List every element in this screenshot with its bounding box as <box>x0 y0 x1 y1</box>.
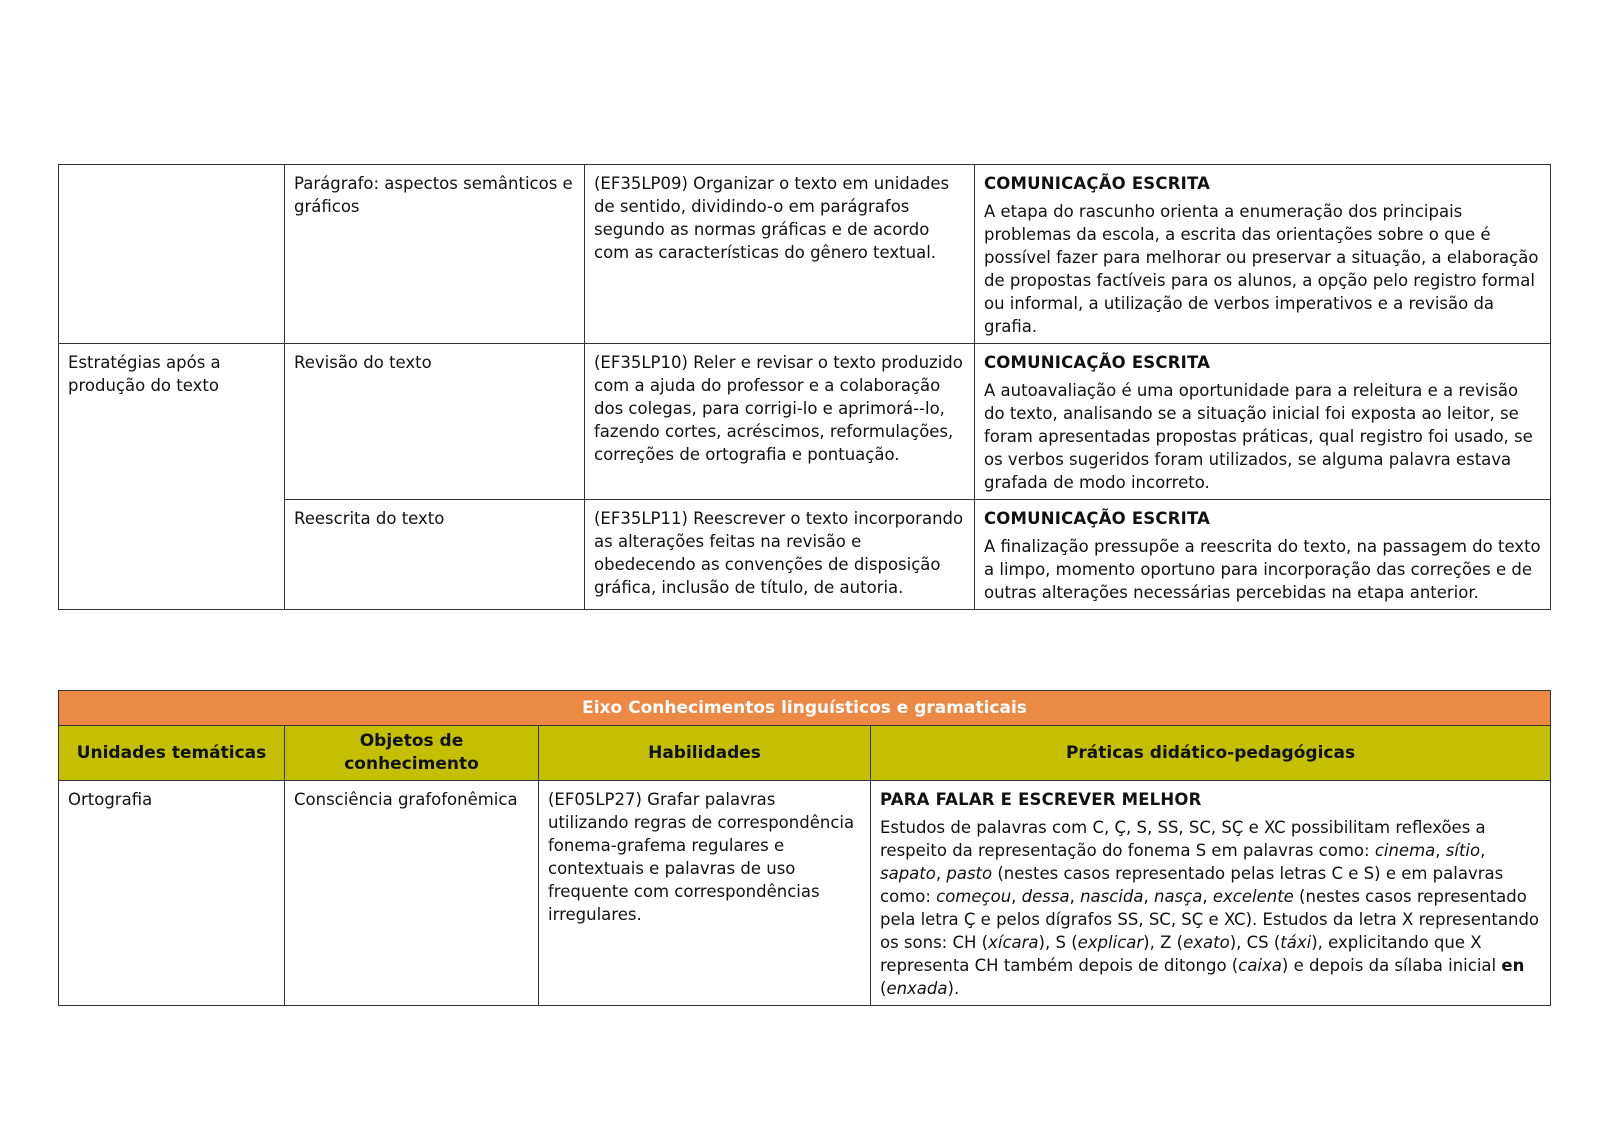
header-row <box>59 726 1551 781</box>
pratica-cell <box>975 165 1551 344</box>
table-row <box>59 165 1551 344</box>
header-unidades: Unidades temáticas <box>59 726 285 781</box>
pratica-title: COMUNICAÇÃO ESCRITA <box>984 174 1211 193</box>
table-row <box>59 344 1551 500</box>
header-praticas: Práticas didático-pedagógicas <box>871 726 1551 781</box>
axis-title: Eixo Conhecimentos linguísticos e gramaticais <box>59 691 1551 726</box>
habilidade-cell: (EF05LP27) Grafar palavras utilizando regras de correspondência fonema-grafema regulares e contextuais e palavras de uso frequente com correspondências irregulares. <box>539 781 871 1006</box>
pratica-cell <box>871 781 1551 1006</box>
pratica-title: PARA FALAR E ESCREVER MELHOR <box>880 790 1202 809</box>
header-habilidades: Habilidades <box>539 726 871 781</box>
pratica-text: A finalização pressupõe a reescrita do texto, na passagem do texto a limpo, momento oportuno para incorporação das correções e de outras alterações necessárias percebidas na etapa anterior. <box>984 537 1541 602</box>
unidade-cell: Estratégias após a produção do texto <box>59 344 285 610</box>
objeto-cell: Revisão do texto <box>285 344 585 500</box>
pratica-text: A autoavaliação é uma oportunidade para a releitura e a revisão do texto, analisando se a situação inicial foi exposta ao leitor, se foram apresentadas propostas práticas, qual registro foi usado, se os verbos sugeridos foram utilizados, se alguma palavra estava grafada de modo incorreto. <box>984 381 1533 492</box>
objeto-cell: Consciência grafofonêmica <box>285 781 539 1006</box>
pratica-cell <box>975 500 1551 610</box>
pratica-text: A etapa do rascunho orienta a enumeração dos principais problemas da escola, a escrita das orientações sobre o que é possível fazer para melhorar ou preservar a situação, a elaboração de propostas factíveis para os alunos, a opção pelo registro formal ou informal, a utilização de verbos imperativos e a revisão da grafia. <box>984 202 1539 336</box>
pratica-title: COMUNICAÇÃO ESCRITA <box>984 353 1211 372</box>
pratica-text: Estudos de palavras com C, Ç, S, SS, SC, SÇ e XC possibilitam reflexões a respeito da representação do fonema S em palavras como: cinema, sítio, sapato, pasto (nestes casos representado pelas letras C e S) e em palavras como: começou, dessa, nascida, nasça, excelente (nestes casos representado pela letra Ç e pelos dígrafos SS, SC, SÇ e XC). Estudos da letra X representando os sons: CH (xícara), S (explicar), Z (exato), CS (táxi), explicitando que X representa CH também depois de ditongo (caixa) e depois da sílaba inicial en (enxada). <box>880 818 1540 998</box>
pratica-title: COMUNICAÇÃO ESCRITA <box>984 509 1211 528</box>
unidade-cell: Ortografia <box>59 781 285 1006</box>
eixo-conhecimentos-table <box>58 690 1551 1006</box>
header-objetos: Objetos de conhecimento <box>285 726 539 781</box>
habilidade-cell: (EF35LP09) Organizar o texto em unidades de sentido, dividindo-o em parágrafos segundo as normas gráficas e de acordo com as características do gênero textual. <box>585 165 975 344</box>
bncc-table-continuation <box>58 164 1551 610</box>
objeto-cell: Reescrita do texto <box>285 500 585 610</box>
objeto-cell: Parágrafo: aspectos semânticos e gráficos <box>285 165 585 344</box>
habilidade-cell: (EF35LP11) Reescrever o texto incorporando as alterações feitas na revisão e obedecendo as convenções de disposição gráfica, inclusão de título, de autoria. <box>585 500 975 610</box>
table-row <box>59 781 1551 1006</box>
unidade-cell <box>59 165 285 344</box>
habilidade-cell: (EF35LP10) Reler e revisar o texto produzido com a ajuda do professor e a colaboração dos colegas, para corrigi-lo e aprimorá--lo, fazendo cortes, acréscimos, reformulações, correções de ortografia e pontuação. <box>585 344 975 500</box>
pratica-cell <box>975 344 1551 500</box>
